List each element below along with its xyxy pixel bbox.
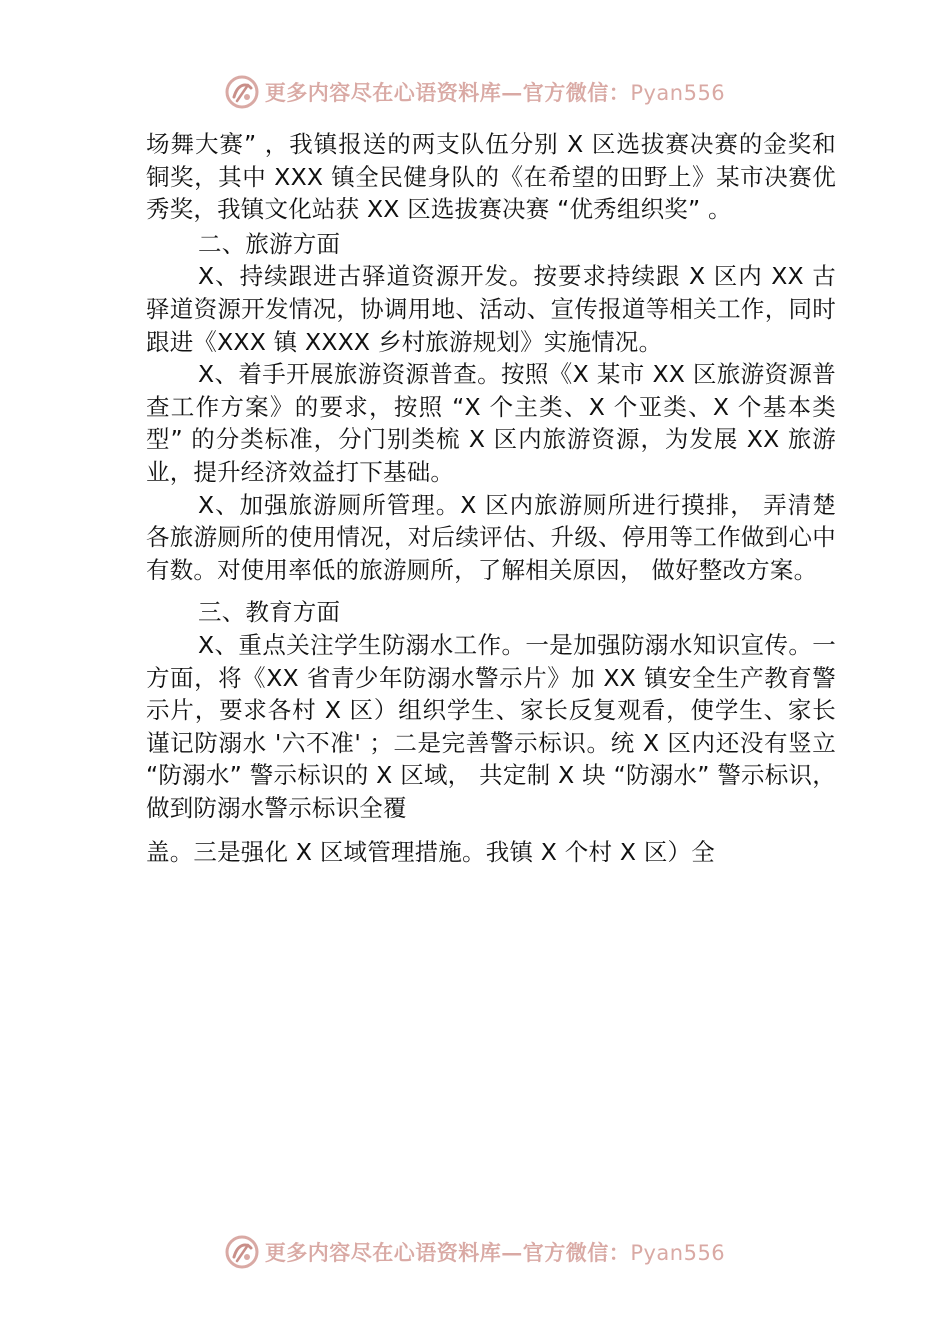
watermark-text: 更多内容尽在心语资料库—官方微信：Pyan556 (264, 80, 726, 105)
paragraph-tourism-1: X、持续跟进古驿道资源开发。按要求持续跟 X 区内 XX 古驿道资源开发情况，协调用地、活动、宣传报道等相关工作，同时跟进《XXX 镇 XXXX 乡村旅游规划》实施情况。 (146, 262, 836, 356)
paragraph-education-1-cont: 盖。三是强化 X 区域管理措施。我镇 X 个村 X 区）全 (146, 838, 715, 867)
seal-logo-icon (225, 75, 259, 109)
seal-logo-icon (225, 1235, 259, 1269)
section-heading-tourism: 二、旅游方面 (198, 229, 341, 258)
header-watermark (0, 72, 950, 112)
paragraph-education-1: X、重点关注学生防溺水工作。一是加强防溺水知识宣传。一方面，将《XX 省青少年防溺水警示片》加 XX 镇安全生产教育警示片，要求各村 X 区）组织学生、家长反复观看，使学生、家长谨记防溺水 '六不准' ；二是完善警示标识。统 X 区内还没有竖立 “防溺水” 警示标识的 X 区域， 共定制 X 块 “防溺水” 警示标识，做到防溺水警示标识全覆 (146, 630, 836, 822)
paragraph-tourism-3: X、加强旅游厕所管理。X 区内旅游厕所进行摸排， 弄清楚各旅游厕所的使用情况，对后续评估、升级、停用等工作做到心中有数。对使用率低的旅游厕所，了解相关原因， 做好整改方案。 (146, 490, 836, 584)
watermark-account: Pyan556 (630, 1241, 726, 1265)
paragraph-continuation: 场舞大赛” ，我镇报送的两支队伍分别 X 区选拔赛决赛的金奖和铜奖，其中 XXX 镇全民健身队的《在希望的田野上》某市决赛优秀奖，我镇文化站获 XX 区选拔赛决赛 “优秀组织奖” 。 (146, 130, 836, 224)
watermark-text: 更多内容尽在心语资料库—官方微信：Pyan556 (264, 1240, 726, 1265)
document-body (146, 128, 836, 869)
watermark-account: Pyan556 (630, 81, 726, 105)
footer-watermark (0, 1232, 950, 1272)
section-heading-education: 三、教育方面 (198, 598, 341, 627)
paragraph-tourism-2: X、着手开展旅游资源普查。按照《X 某市 XX 区旅游资源普查工作方案》的要求，按照 “X 个主类、X 个亚类、X 个基本类型” 的分类标准，分门别类梳 X 区内旅游资源，为发展 XX 旅游业，提升经济效益打下基础。 (146, 360, 836, 486)
